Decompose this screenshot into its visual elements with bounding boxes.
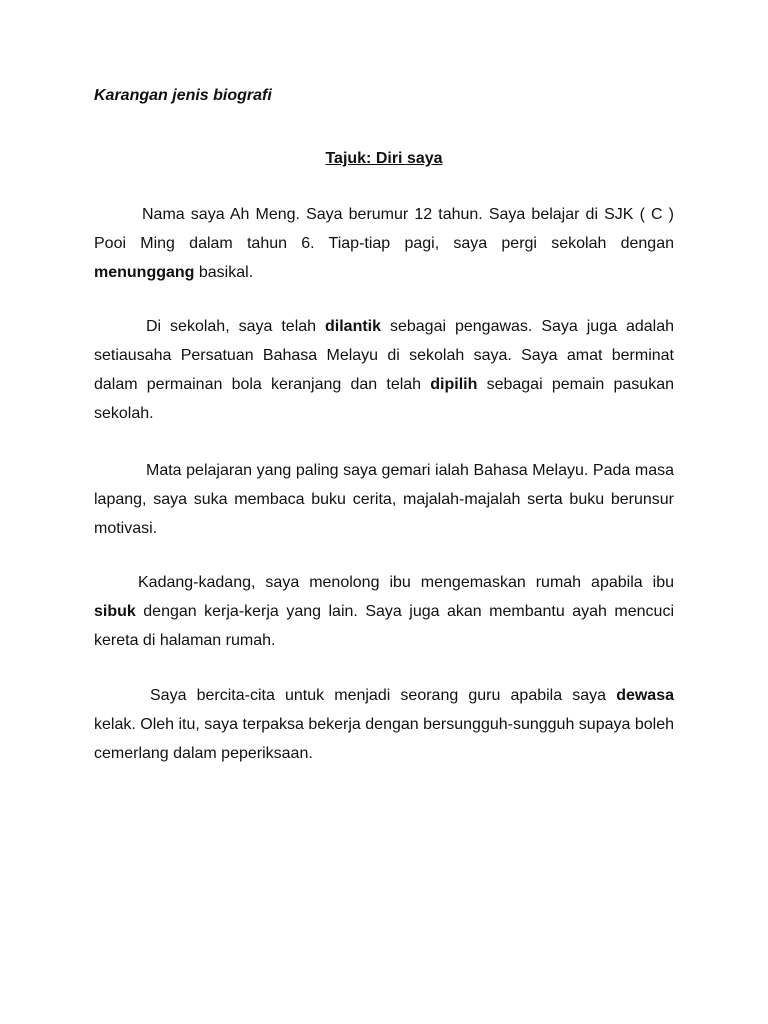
paragraph-text: Nama saya Ah Meng. Saya berumur 12 tahun. Saya belajar di SJK ( C ) Pooi Ming dalam tahun 6. Tiap-tiap pagi, saya pergi sekolah dengan [94, 206, 674, 252]
document-title: Tajuk: Diri saya [325, 150, 443, 167]
paragraph-1 [94, 200, 674, 287]
paragraph-2 [94, 312, 674, 428]
bold-word: dewasa [616, 687, 674, 704]
bold-word: dilantik [325, 318, 382, 335]
paragraph-4 [94, 568, 674, 655]
paragraph-text: dengan kerja-kerja yang lain. Saya juga akan membantu ayah mencuci kereta di halaman rumah. [94, 603, 674, 649]
paragraph-text: sebagai pemain pasukan sekolah. [94, 376, 674, 422]
paragraph-text: basikal. [194, 264, 254, 281]
bold-word: menunggang [94, 264, 195, 281]
paragraph-text: Saya bercita-cita untuk menjadi seorang guru apabila saya [150, 687, 617, 704]
bold-word: dipilih [430, 376, 478, 393]
paragraph-text: Mata pelajaran yang paling saya gemari ialah Bahasa Melayu. Pada masa lapang, saya suka membaca buku cerita, majalah-majalah serta buku berunsur motivasi. [94, 462, 674, 537]
bold-word: sibuk [94, 603, 136, 620]
paragraph-text: kelak. Oleh itu, saya terpaksa bekerja dengan bersungguh-sungguh supaya boleh cemerlang dalam peperiksaan. [94, 716, 674, 762]
paragraph-3 [94, 456, 674, 543]
paragraph-text: Di sekolah, saya telah [146, 318, 326, 335]
paragraph-5 [94, 681, 674, 768]
paragraph-text: sebagai pengawas. Saya juga adalah setiausaha Persatuan Bahasa Melayu di sekolah saya. Saya amat berminat dalam permainan bola keranjang dan telah [94, 318, 674, 393]
paragraph-text: Kadang-kadang, saya menolong ibu mengemaskan rumah apabila ibu [138, 574, 674, 591]
document-type-label: Karangan jenis biografi [94, 87, 272, 104]
